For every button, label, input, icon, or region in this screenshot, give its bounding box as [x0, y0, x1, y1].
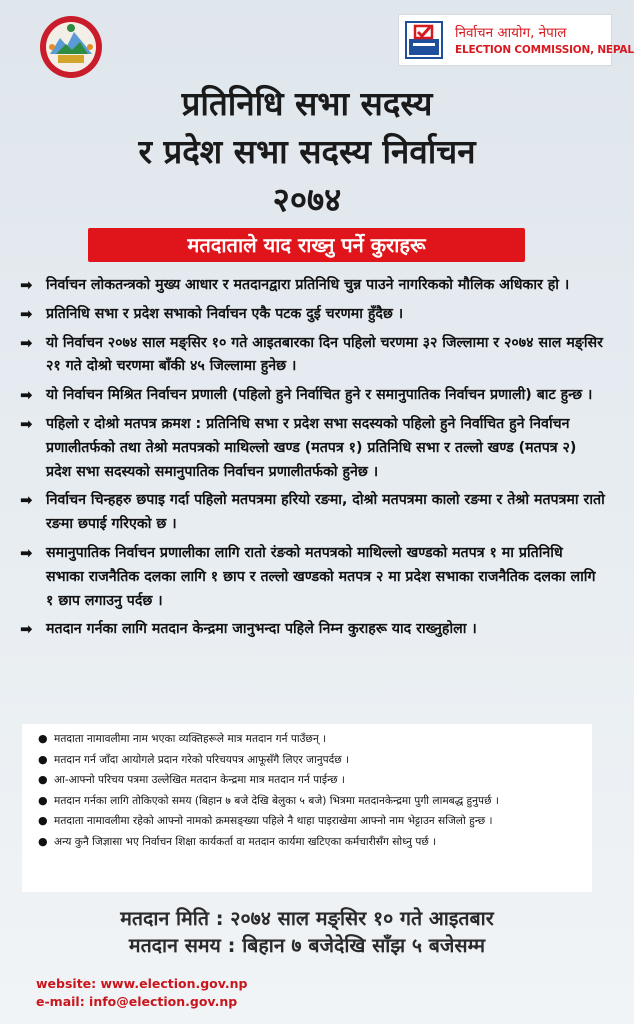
page-title-line-2: र प्रदेश सभा सदस्य निर्वाचन [138, 132, 476, 171]
voting-notes-list [36, 731, 582, 850]
org-name-english: ELECTION COMMISSION, NEPAL [455, 44, 634, 56]
nepal-emblem-icon [38, 14, 104, 80]
key-point: ➡ यो निर्वाचन २०७४ साल मङ्सिर १० गते आइतबारका दिन पहिलो चरणमा ३२ जिल्लामा र २०७४ साल मङ्सिर २१ गते दोश्रो चरणमा बाँकी ४५ जिल्लामा हुनेछ । [20, 333, 603, 375]
bullet-icon: ● [38, 793, 48, 807]
arrow-right-icon: ➡ [20, 386, 33, 405]
key-point: ➡ निर्वाचन चिन्हहरु छपाइ गर्दा पहिलो मतपत्रमा हरियो रङमा, दोश्रो मतपत्रमा कालो रङमा र तेश्रो मतपत्रमा रातो रङमा छपाई गरिएको छ । [20, 491, 605, 533]
voting-notes-box [22, 724, 592, 892]
bullet-icon: ● [38, 814, 48, 827]
voter-reminders-banner: मतदाताले याद राख्नु पर्ने कुराहरू [88, 228, 525, 262]
arrow-right-icon: ➡ [20, 333, 33, 352]
arrow-right-icon: ➡ [20, 304, 33, 323]
key-point: ➡ निर्वाचन लोकतन्त्रको मुख्य आधार र मतदानद्वारा प्रतिनिधि चुन्न पाउने नागरिकको मौलिक अधिकार हो । [20, 274, 605, 298]
key-point: ➡ पहिलो र दोश्रो मतपत्र क्रमश : प्रतिनिधि सभा र प्रदेश सभा सदस्यको पहिलो हुने निर्वाचित हुने निर्वाचन प्रणालीतर्फको तथा तेश्रो मतपत्रको माथिल्लो खण्ड (मतपत्र १) प्रतिनिधि सभा र तल्लो खण्ड (मतपत्र २) प्रदेश सभा सदस्यको समानुपातिक निर्वाचन प्रणालीतर्फको हुनेछ । [20, 414, 577, 480]
key-point: ➡ प्रतिनिधि सभा र प्रदेश सभाको निर्वाचन एकै पटक दुई चरणमा हुँदैछ । [20, 303, 605, 327]
arrow-right-icon: ➡ [20, 543, 33, 562]
voting-date: मतदान मिति : २०७४ साल मङ्सिर १० गते आइतबार [120, 907, 494, 930]
election-commission-header [398, 14, 634, 66]
bullet-icon: ● [38, 732, 48, 745]
page-title-line-1: प्रतिनिधि सभा सदस्य [181, 84, 433, 123]
bullet-icon: ● [38, 834, 48, 848]
key-point: ➡ समानुपातिक निर्वाचन प्रणालीका लागि रातो रंङको मतपत्रको माथिल्लो खण्डको मतपत्र १ मा प्रतिनिधि सभाका राजनैतिक दलका लागि १ छाप र तल्लो खण्डको मतपत्र २ मा प्रदेश सभाका राजनैतिक दलका लागि १ छाप लगाउनु पर्दछ । [20, 543, 596, 609]
org-name-nepali: निर्वाचन आयोग, नेपाल [455, 25, 567, 41]
note-item: ● मतदान गर्न जाँदा आयोगले प्रदान गरेको परिचयपत्र आफूसँगै लिएर जानुपर्दछ । [36, 752, 582, 769]
arrow-right-icon: ➡ [20, 620, 33, 639]
page-title-year: २०७४ [272, 180, 342, 219]
arrow-right-icon: ➡ [20, 491, 33, 510]
election-commission-logo-icon [405, 21, 443, 59]
key-point: ➡ यो निर्वाचन मिश्रित निर्वाचन प्रणाली (पहिलो हुने निर्वाचित हुने र समानुपातिक निर्वाचन प्रणाली) बाट हुन्छ । [20, 384, 605, 408]
note-item: ● अन्य कुनै जिज्ञासा भए निर्वाचन शिक्षा कार्यकर्ता वा मतदान कार्यमा खटिएका कर्मचारीसँग सोध्नु पर्छ । [36, 834, 582, 851]
bullet-icon: ● [38, 752, 48, 766]
note-item: ● मतदाता नामावलीमा नाम भएका व्यक्तिहरूले मात्र मतदान गर्न पाउँछन् । [36, 731, 582, 748]
arrow-right-icon: ➡ [20, 414, 33, 433]
note-item: ● मतदाता नामावलीमा रहेको आफ्नो नामको क्रमसङ्ख्या पहिले नै थाहा पाइराखेमा आफ्नो नाम भेट्टाउन सजिलो हुन्छ । [36, 813, 582, 830]
bullet-icon: ● [38, 773, 48, 786]
key-point: ➡ मतदान गर्नका लागि मतदान केन्द्रमा जानुभन्दा पहिले निम्न कुराहरू याद राख्नुहोला । [20, 618, 605, 642]
note-item: ● आ-आफ्नो परिचय पत्रमा उल्लेखित मतदान केन्द्रमा मात्र मतदान गर्न पाईन्छ । [36, 772, 582, 789]
arrow-right-icon: ➡ [20, 276, 33, 294]
voting-time: मतदान समय : बिहान ७ बजेदेखि साँझ ५ बजेसम्म [128, 934, 486, 957]
website-link[interactable]: website: www.election.gov.np [36, 976, 248, 991]
key-points-list [20, 274, 605, 647]
note-item: ● मतदान गर्नका लागि तोकिएको समय (बिहान ७ बजे देखि बेलुका ५ बजे) भित्रमा मतदानकेन्द्रमा पुगी लामबद्ध हुनुपर्छ । [36, 793, 582, 810]
email-link[interactable]: e-mail: info@election.gov.np [36, 994, 238, 1009]
